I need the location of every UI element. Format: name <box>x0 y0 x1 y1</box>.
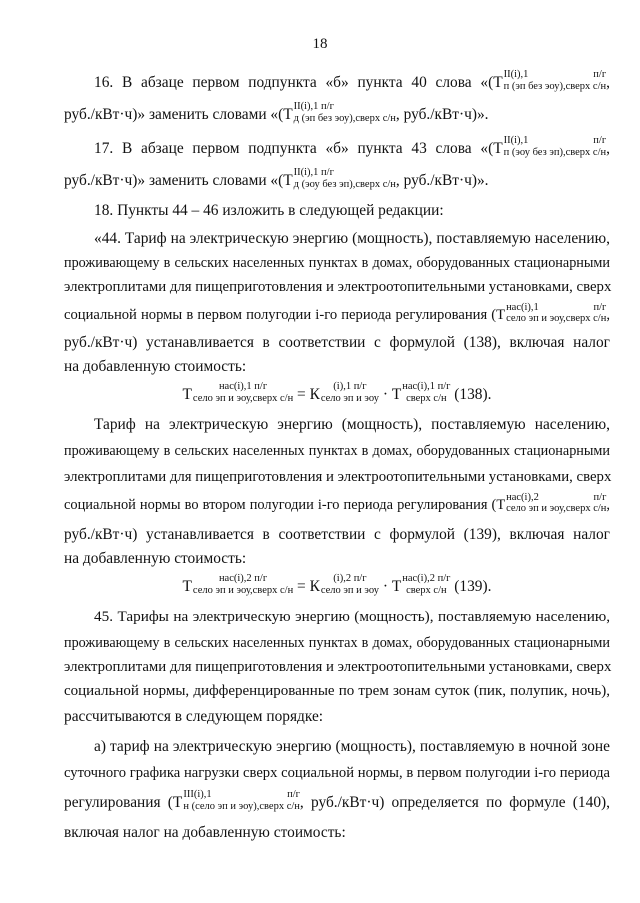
p18-line: 18. Пункты 44 – 46 изложить в следующей редакции: <box>94 202 444 219</box>
subscript: село эп и эоу,сверх с/н <box>506 503 607 515</box>
superscript: нас(i),1 п/г <box>506 301 607 313</box>
superscript: III(i),1 п/г <box>183 789 300 801</box>
subscript: село эп и эоу,сверх с/н <box>506 313 607 325</box>
pa-line4: включая налог на добавленную стоимость: <box>64 824 346 841</box>
page-number: 18 <box>312 36 328 52</box>
superscript: нас(i),2 п/г <box>506 491 607 503</box>
superscript: нас(i),1 п/г <box>402 381 451 393</box>
superscript: нас(i),2 п/г <box>218 573 268 585</box>
subscript: сверх с/н <box>406 584 447 596</box>
p16-line2: руб./кВт·ч)» заменить словами «(Т II(i),1 п/г д (эп без эоу),сверх с/н , руб./кВт·ч)». <box>64 101 489 124</box>
p44-line4: социальной нормы в первом полугодии i-го периода регулирования (Т нас(i),1 п/г село эп и эоу,сверх с/н , <box>64 301 610 325</box>
p17-line1: 17. В абзаце первом подпункта «б» пункта 43 слова «(Т II(i),1 п/г п (эоу без эп),сверх с/н , <box>94 135 610 158</box>
p17-line2: руб./кВт·ч)» заменить словами «(Т II(i),1 п/г д (эоу без эп),сверх с/н , руб./кВт·ч)». <box>64 167 489 190</box>
p44b-line6: на добавленную стоимость: <box>64 550 247 567</box>
pa-line3: регулирования (Т III(i),1 п/г н (село эп и эоу),сверх с/н , руб./кВт·ч) определяется по формуле (140), <box>64 789 610 812</box>
subscript: село эп и эоу <box>320 584 379 596</box>
p44b-line5: руб./кВт·ч) устанавливается в соответствии с формулой (139), включая налог <box>64 526 610 543</box>
subscript: п (эп без эоу),сверх с/н <box>503 80 607 92</box>
superscript: II(i),1 п/г <box>293 167 334 179</box>
subscript: село эп и эоу <box>320 392 379 404</box>
p45-line5: рассчитываются в следующем порядке: <box>64 708 324 725</box>
superscript: II(i),1 п/г <box>503 69 607 81</box>
subscript: д (эп без эоу),сверх с/н <box>293 112 396 124</box>
p44b-line1: Тариф на электрическую энергию (мощность), поставляемую населению, <box>94 416 610 433</box>
pa-line1: а) тариф на электрическую энергию (мощность), поставляемую в ночной зоне <box>94 738 610 755</box>
p16-line1: 16. В абзаце первом подпункта «б» пункта 40 слова «(Т II(i),1 п/г п (эп без эоу),сверх с/н , <box>94 69 610 92</box>
superscript: (i),2 п/г <box>333 573 367 585</box>
p44-line5: руб./кВт·ч) устанавливается в соответствии с формулой (138), включая налог <box>64 334 610 351</box>
p45-line4: социальной нормы, дифференцированные по трем зонам суток (пик, полупик, ночь), <box>64 683 610 699</box>
p44b-line3: электроплитами для пищеприготовления и электроотопительными установками, сверх <box>64 469 612 485</box>
p45-line1: 45. Тарифы на электрическую энергию (мощность), поставляемую населению, <box>94 608 610 625</box>
formula-139: Т нас(i),2 п/г село эп и эоу,сверх с/н = К (i),2 п/г село эп и эоу · Т нас(i),2 п/г сверх с/н (139). <box>182 573 492 596</box>
p44-line6: на добавленную стоимость: <box>64 358 247 375</box>
superscript: II(i),1 п/г <box>503 135 607 147</box>
subscript: сверх с/н <box>406 392 447 404</box>
subscript: п (эоу без эп),сверх с/н <box>503 146 607 158</box>
p44-line2: проживающему в сельских населенных пунктах в домах, оборудованных стационарными <box>64 255 610 271</box>
subscript: д (эоу без эп),сверх с/н <box>293 178 396 190</box>
p44b-line2: проживающему в сельских населенных пунктах в домах, оборудованных стационарными <box>64 443 610 459</box>
superscript: (i),1 п/г <box>333 381 367 393</box>
formula-138: Т нас(i),1 п/г село эп и эоу,сверх с/н = К (i),1 п/г село эп и эоу · Т нас(i),1 п/г сверх с/н (138). <box>182 381 492 404</box>
subscript: село эп и эоу,сверх с/н <box>192 392 294 404</box>
subscript: н (село эп и эоу),сверх с/н <box>183 800 300 812</box>
pa-line2: суточного графика нагрузки сверх социальной нормы, в первом полугодии i-го периода <box>64 765 610 781</box>
p44b-line4: социальной нормы во втором полугодии i-го периода регулирования (Т нас(i),2 п/г село эп и эоу,сверх с/н , <box>64 491 610 515</box>
p44-line3: электроплитами для пищеприготовления и электроотопительными установками, сверх <box>64 279 612 295</box>
subscript: село эп и эоу,сверх с/н <box>192 584 294 596</box>
p45-line3: электроплитами для пищеприготовления и электроотопительными установками, сверх <box>64 659 612 675</box>
p45-line2: проживающему в сельских населенных пунктах в домах, оборудованных стационарными <box>64 635 610 651</box>
p44-line1: «44. Тариф на электрическую энергию (мощность), поставляемую населению, <box>94 230 610 247</box>
superscript: нас(i),2 п/г <box>402 573 451 585</box>
superscript: нас(i),1 п/г <box>218 381 268 393</box>
superscript: II(i),1 п/г <box>293 101 334 113</box>
